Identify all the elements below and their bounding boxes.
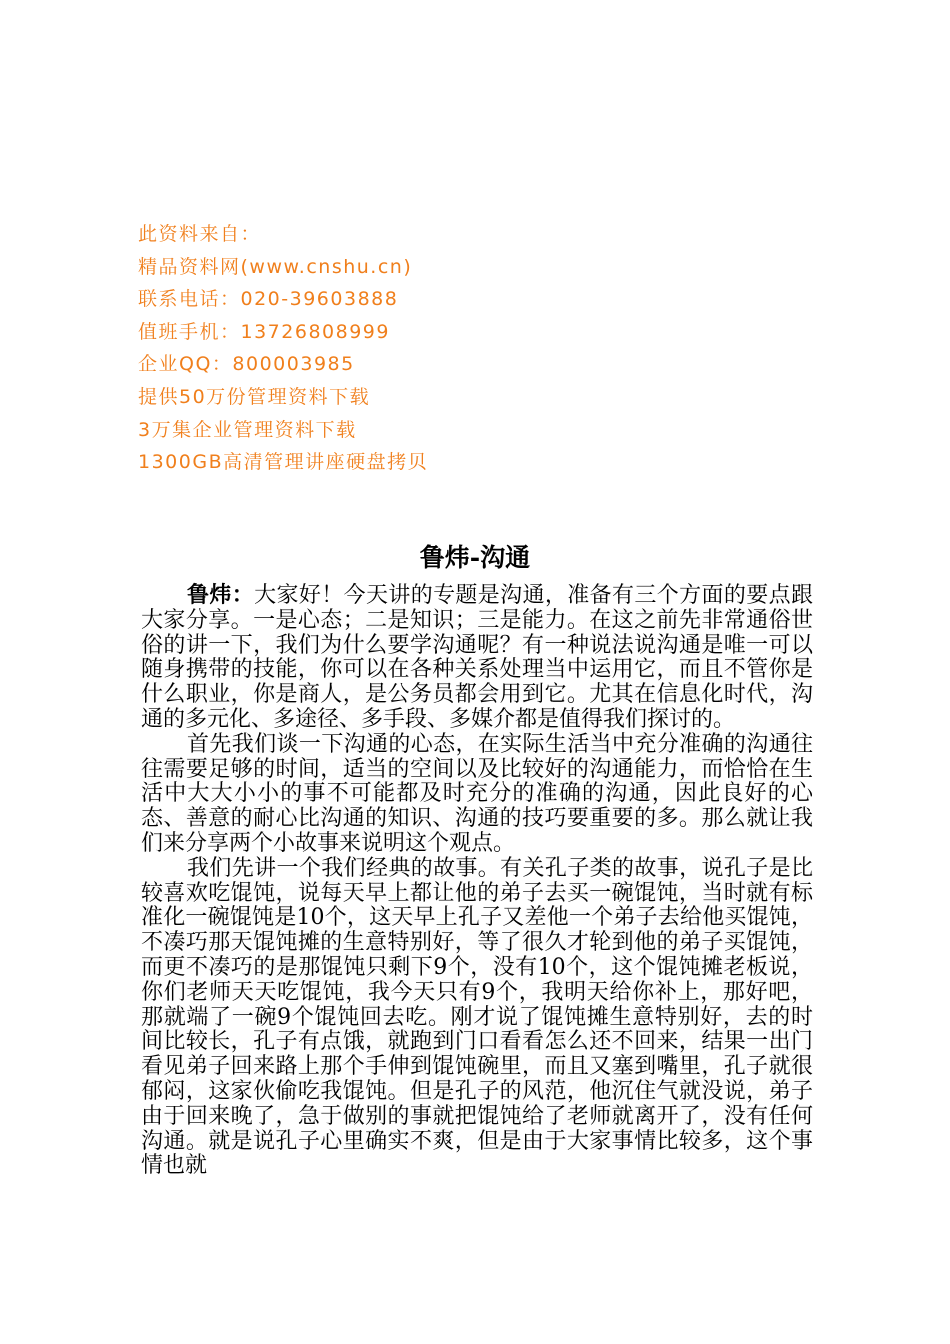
mobile-phone-line: 值班手机：13726808999 [138,320,390,343]
promo-line-videos: 3万集企业管理资料下载 [138,418,357,441]
document-title: 鲁炜-沟通 [419,543,531,572]
paragraph: 首先我们谈一下沟通的心态，在实际生活当中充分准确的沟通往往需要足够的时间，适当的空间以及比较好的沟通能力，而恰恰在生活中大大小小的事不可能都及时充分的准确的沟通，因此良好的心态、善意的耐心比沟通的知识、沟通的技巧要重要的多。那么就让我们来分享两个小故事来说明这个观点。 [141,731,813,856]
paragraph: 我们先讲一个我们经典的故事。有关孔子类的故事，说孔子是比较喜欢吃馄饨，说每天早上都让他的弟子去买一碗馄饨，当时就有标准化一碗馄饨是10个，这天早上孔子又差他一个弟子去给他买馄饨，不凑巧那天馄饨摊的生意特别好，等了很久才轮到他的弟子买馄饨，而更不凑巧的是那馄饨只剩下9个，没有10个，这个馄饨摊老板说，你们老师天天吃馄饨，我今天只有9个，我明天给你补上，那好吧，那就端了一碗9个馄饨回去吃。刚才说了馄饨摊生意特别好，去的时间比较长，孔子有点饿，就跑到门口看看怎么还不回来，结果一出门看见弟子回来路上那个手伸到馄饨碗里，而且又塞到嘴里，孔子就很郁闷，这家伙偷吃我馄饨。但是孔子的风范，他沉住气就没说，弟子由于回来晚了，急于做别的事就把馄饨给了老师就离开了，没有任何沟通。就是说孔子心里确实不爽，但是由于大家事情比较多，这个事情也就 [141,855,813,1179]
source-info-line: 此资料来自： [138,223,262,245]
paragraph-text: 大家好！今天讲的专题是沟通，准备有三个方面的要点跟大家分享。一是心态；二是知识；三是能力。在这之前先非常通俗世俗的讲一下，我们为什么要学沟通呢？有一种说法说沟通是唯一可以随身携带的技能，你可以在各种关系处理当中运用它，而且不管你是什么职业，你是商人，是公务员都会用到它。尤其在信息化时代，沟通的多元化、多途径、多手段、多媒介都是值得我们探讨的。 [141,583,813,732]
document-body [141,583,813,1179]
qq-line: 企业QQ：800003985 [138,353,355,376]
source-website-line: 精品资料网(www.cnshu.cn) [138,255,413,278]
speaker-name: 鲁炜： [187,582,255,608]
promo-line-storage: 1300GB高清管理讲座硬盘拷贝 [138,451,429,474]
promo-line-downloads: 提供50万份管理资料下载 [138,385,371,408]
paragraph [141,583,813,733]
contact-phone-line: 联系电话：020-39603888 [138,288,399,311]
source-info-block [138,218,738,479]
